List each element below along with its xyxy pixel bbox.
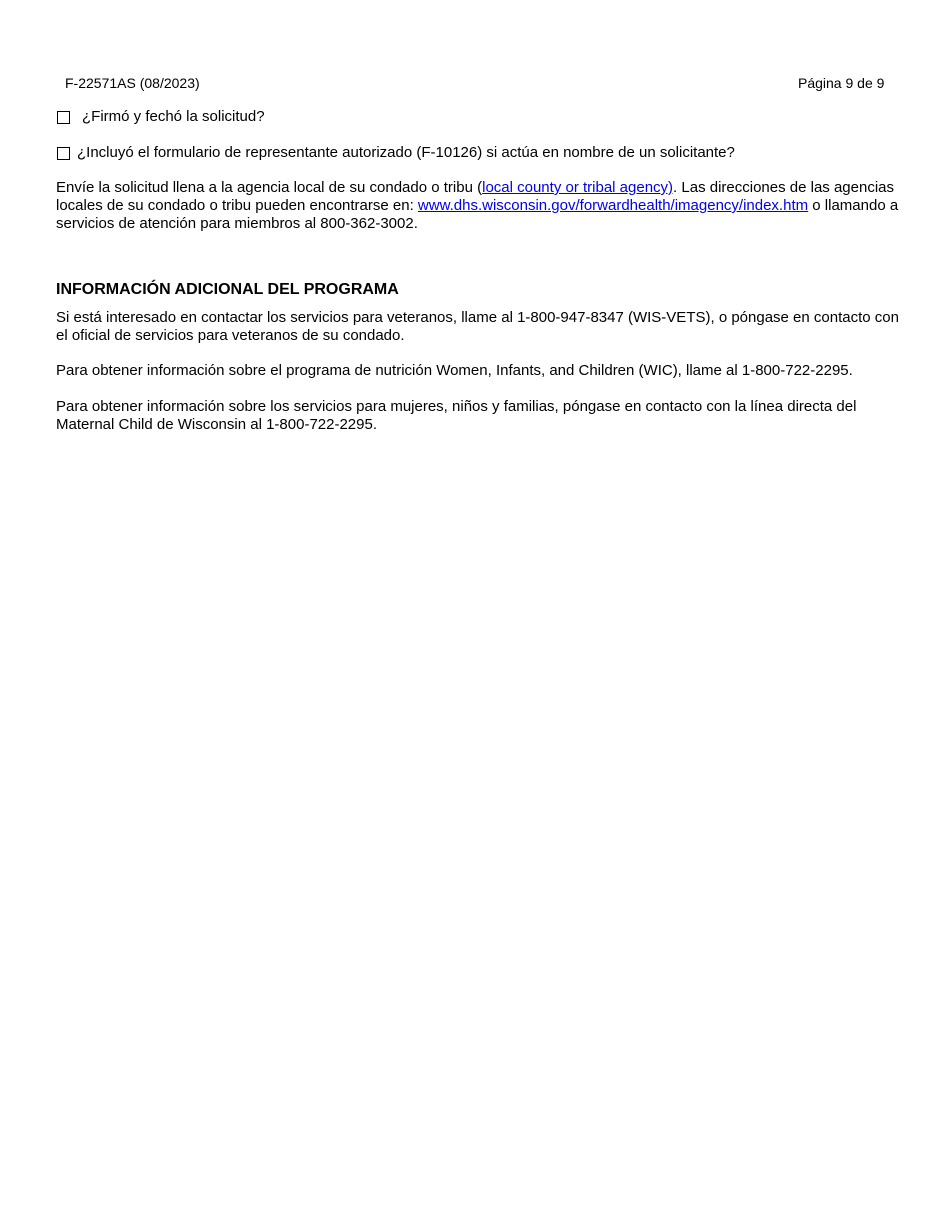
checklist-label-representative: ¿Incluyó el formulario de representante autorizado (F-10126) si actúa en nombre de un solicitante? [77, 144, 735, 161]
agency-link[interactable]: local county or tribal agency) [482, 179, 674, 196]
submission-text-after: o llamando a servicios de atención para miembros al 800-362-3002. [56, 197, 899, 232]
form-id: F-22571AS (08/2023) [65, 75, 200, 91]
checklist-label-signed: ¿Firmó y fechó la solicitud? [82, 108, 265, 125]
submission-text-before: Envíe la solicitud llena a la agencia local de su condado o tribu ( [56, 179, 483, 196]
checkbox-signed[interactable] [57, 111, 70, 124]
wic-paragraph: Para obtener información sobre el programa de nutrición Women, Infants, and Children (WIC), llame al 1-800-722-2295. [56, 362, 853, 379]
submission-paragraph [56, 179, 901, 233]
checklist-item-representative[interactable] [57, 144, 735, 162]
checklist-item-signed[interactable] [57, 108, 265, 126]
maternal-paragraph: Para obtener información sobre los servicios para mujeres, niños y familias, póngase en contacto con la línea directa del Maternal Child de Wisconsin al 1-800-722-2295. [56, 398, 857, 433]
veterans-paragraph: Si está interesado en contactar los servicios para veteranos, llame al 1-800-947-8347 (WIS-VETS), o póngase en contacto con el oficial de servicios para veteranos de su condado. [56, 309, 899, 344]
submission-text-middle: . Las direcciones de las agencias locales de su condado o tribu pueden encontrarse en: [56, 179, 895, 214]
section-title: INFORMACIÓN ADICIONAL DEL PROGRAMA [56, 281, 399, 298]
imagency-url-link[interactable]: www.dhs.wisconsin.gov/forwardhealth/imagency/index.htm [417, 197, 809, 214]
checkbox-representative[interactable] [57, 147, 70, 160]
page-number: Página 9 de 9 [798, 75, 885, 91]
